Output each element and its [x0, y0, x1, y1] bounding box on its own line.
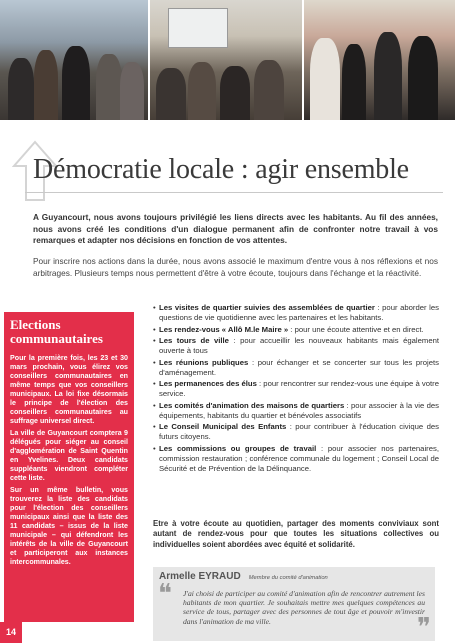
list-item-text: : pour accueillir les nouveaux habitants mais également ouverte à tous [159, 336, 439, 355]
intro-paragraph-2: Pour inscrire nos actions dans la durée, nous avons associé le maximum d'entre vous à nos réflexions et nos arbitrages. Plusieurs temps nous permettent d'être à votre écoute, toujours dans l'échange et la réactivité. [33, 256, 438, 278]
list-item-lead: Les comités d'animation des maisons de quartiers [159, 400, 345, 410]
photo-strip [0, 0, 455, 120]
list-item-text: : pour associer à la vie des équipements, habitants du quartier et bénévoles associatifs [159, 400, 439, 420]
list-item [153, 325, 439, 335]
list-item-lead: Les visites de quartier suivies des assemblées de quartier [159, 303, 375, 312]
participation-list [153, 303, 439, 475]
page-title: Démocratie locale : agir ensemble [33, 154, 409, 185]
elections-sidebar [4, 312, 134, 622]
sidebar-paragraph: La ville de Guyancourt comptera 9 délégués pour siéger au conseil d'agglomération de Saint Quentin en Yvelines. Deux candidats suppléants viendront compléter cette liste. [10, 429, 128, 482]
list-item-text: : pour contribuer à l'éducation civique des futurs citoyens. [159, 422, 439, 441]
list-item-text: : pour aborder les questions de vie quotidienne avec les partenaires et les habitants. [159, 303, 439, 322]
list-item [153, 401, 439, 421]
intro-paragraph: A Guyancourt, nous avons toujours privilégié les liens directs avec les habitants. Au fil des années, nous avons créé les conditions d'un dialogue permanent afin de confronter notre travail à vos remarques et adapter nos décisions en fonction de vos attentes. [33, 212, 438, 245]
testimonial-role: Membre du comité d'animation [248, 575, 328, 581]
testimonial-name: Armelle EYRAUD [159, 571, 241, 582]
list-item-text: : pour rencontrer sur rendez-vous une équipe à votre service. [159, 379, 439, 398]
sidebar-paragraph: Sur un même bulletin, vous trouverez la liste des candidats pour l'élection des conseillers municipaux ainsi que la liste des 11 candidats – issus de la liste municipale – qui défendront les intérêts de la ville de Guyancourt et participeront aux instances intercommunales. [10, 486, 128, 566]
list-item-lead: Les réunions publiques [159, 357, 249, 367]
testimonial-box [153, 567, 435, 641]
list-item-lead: Les commissions ou groupes de travail [159, 443, 317, 453]
list-item [153, 444, 439, 474]
testimonial-header [159, 571, 328, 582]
closing-paragraph: Etre à votre écoute au quotidien, partager des moments conviviaux sont autant de rendez-vous pour que toutes les situations collectives ou individuelles soient abordées avec équité et solidarité. [153, 519, 439, 549]
photo-meeting-outdoor [0, 0, 148, 120]
list-item-lead: Les rendez-vous « Allô M.le Maire » [159, 324, 289, 334]
list-item-text: : pour échanger et se concerter sur tous les projets d'aménagement. [159, 357, 439, 377]
open-quote-icon: ❝ [158, 579, 172, 608]
list-item [153, 422, 439, 442]
list-item [153, 358, 439, 378]
list-item-lead: Le Conseil Municipal des Enfants [159, 422, 287, 431]
list-item [153, 303, 439, 323]
photo-neighborhood-visit [304, 0, 455, 120]
list-item [153, 379, 439, 399]
page-number: 14 [0, 622, 22, 643]
list-item-lead: Les permanences des élus [159, 379, 257, 388]
list-item [153, 336, 439, 356]
sidebar-paragraph: Pour la première fois, les 23 et 30 mars prochain, vous élirez vos conseillers communautaires en même temps que vos conseillers municipaux. La loi fixe désormais le principe de l'élection des conseillers communautaires au suffrage universel direct. [10, 354, 128, 425]
title-divider [25, 192, 443, 193]
list-item-text: : pour une écoute attentive et en direct. [288, 324, 424, 334]
testimonial-text: J'ai choisi de participer au comité d'animation afin de rencontrer autrement les habitants de mon quartier. Je souhaitais mettre mes quelques compétences au service de tous, partager avec des personnes de tout âge et pouvoir m'investir dans l'animation de ma ville. [183, 589, 425, 626]
photo-public-meeting [150, 0, 302, 120]
sidebar-title: Elections communautaires [10, 317, 103, 346]
close-quote-icon: ❞ [417, 613, 431, 642]
list-item-lead: Les tours de ville [159, 336, 229, 345]
list-item-text: : pour associer nos partenaires, commission restauration ; conférence communale du logement ; Conseil Local de Sécurité et de Prévention de la Délinquance. [159, 443, 439, 473]
